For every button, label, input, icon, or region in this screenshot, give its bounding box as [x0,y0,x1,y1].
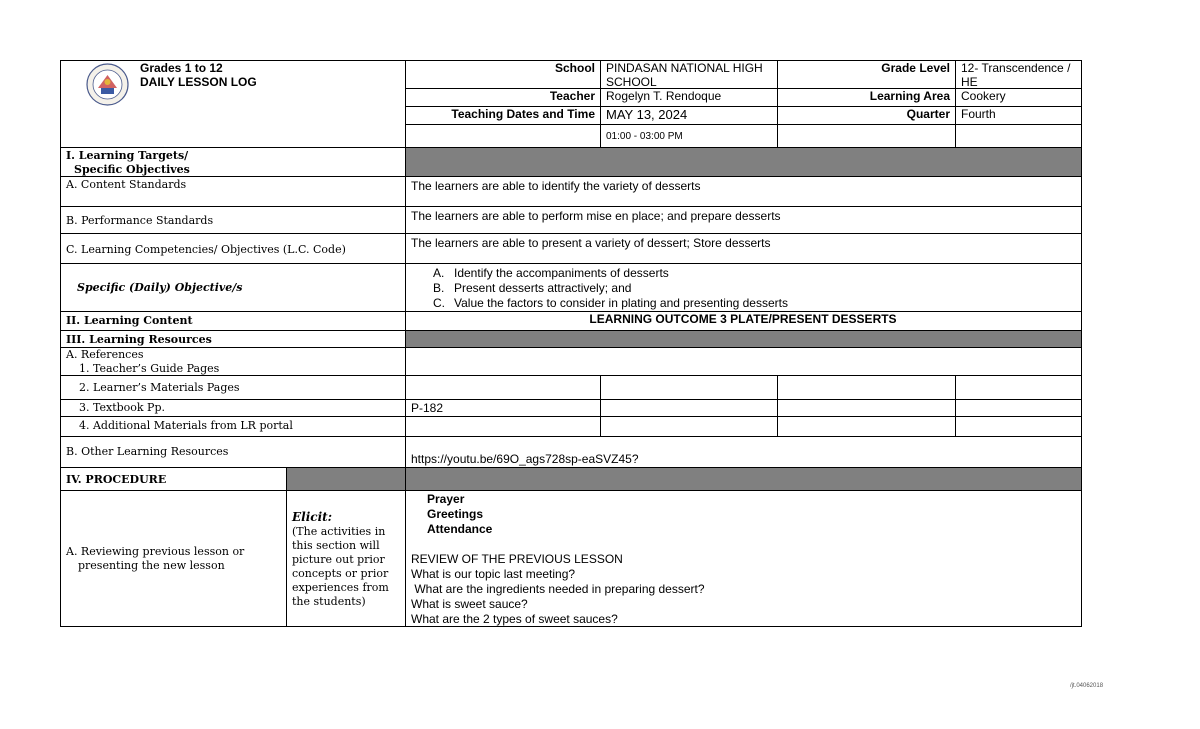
grid-line [60,436,1082,437]
other-resources-link[interactable]: https://youtu.be/69O_ags728sp-eaSVZ45? [411,452,639,466]
elicit-line: experiences from [292,581,389,594]
school-label: School [554,61,595,75]
dates-value: MAY 13, 2024 [606,107,688,122]
grid-line [60,233,1082,234]
grid-line [405,60,406,627]
reviewing-label: A. Reviewing previous lesson or [66,545,245,558]
grid-line [60,490,1082,491]
school-value: PINDASAN NATIONAL HIGH SCHOOL [606,61,763,89]
performance-standards-value: The learners are able to perform mise en place; and prepare desserts [411,209,781,223]
objective-letter: B. [433,281,445,295]
grade-level-label: Grade Level [881,61,950,75]
dates-label: Teaching Dates and Time [451,107,595,121]
deped-seal-logo [86,63,129,106]
tg-pages-label: 1. Teacher’s Guide Pages [79,362,220,375]
review-line: What is our topic last meeting? [411,567,576,581]
reviewing-label: presenting the new lesson [78,559,225,572]
grade-level-value: 12- Transcendence / HE [961,61,1071,89]
elicit-line: this section will [292,539,380,552]
grid-line [405,124,1082,125]
learning-resources-label: III. Learning Resources [66,333,212,346]
procedure-label: IV. PROCEDURE [66,473,167,486]
grid-line [600,375,601,436]
grid-line [955,60,956,148]
log-title: DAILY LESSON LOG [140,75,257,89]
grid-line [60,399,1082,400]
footer-code: /jt.04062018 [1070,683,1104,689]
review-line: What is sweet sauce? [411,597,528,611]
review-line: REVIEW OF THE PREVIOUS LESSON [411,552,623,566]
references-label: A. References [66,348,144,361]
daily-objectives-label: Specific (Daily) Objective/s [77,281,243,294]
textbook-value: P-182 [411,401,444,415]
other-resources-label: B. Other Learning Resources [66,445,229,458]
specific-objectives-heading: Specific Objectives [74,163,190,176]
teacher-label: Teacher [549,89,595,103]
grid-line [60,347,1082,348]
competencies-label: C. Learning Competencies/ Objectives (L.C. Code) [66,243,346,256]
quarter-label: Quarter [906,107,950,121]
content-standards-value: The learners are able to identify the variety of desserts [411,179,701,193]
opening-item: Prayer [427,492,465,506]
learning-area-label: Learning Area [869,89,950,103]
quarter-value: Fourth [961,107,996,121]
additional-materials-label: 4. Additional Materials from LR portal [79,419,293,432]
learning-area-value: Cookery [961,89,1006,103]
grid-line [60,263,1082,264]
elicit-line: concepts or prior [292,567,389,580]
grid-line [955,375,956,436]
grid-line [60,467,1082,468]
objective-letter: A. [433,266,445,280]
performance-standards-label: B. Performance Standards [66,214,214,227]
section-bar-learning-resources [405,331,1081,347]
learning-targets-heading: I. Learning Targets/ [66,149,189,162]
elicit-title: Elicit: [292,510,333,524]
grid-line [60,147,1082,148]
teacher-value: Rogelyn T. Rendoque [606,89,722,103]
learning-content-label: II. Learning Content [66,314,193,327]
review-line: What are the ingredients needed in preparing dessert? [411,582,705,596]
elicit-line: picture out prior [292,553,385,566]
grid-line [286,467,287,627]
section-bar-learning-targets [405,148,1081,176]
grid-line [60,206,1082,207]
review-line: What are the 2 types of sweet sauces? [411,612,618,626]
time-value: 01:00 - 03:00 PM [606,131,683,142]
opening-item: Greetings [427,507,484,521]
grid-line [60,330,1082,331]
textbook-label: 3. Textbook Pp. [79,401,165,414]
objective-text: Identify the accompaniments of desserts [454,266,669,280]
competencies-value: The learners are able to present a variety of dessert; Store desserts [411,236,771,250]
section-bar-procedure-middle [286,467,405,490]
objective-letter: C. [433,296,445,310]
lm-pages-label: 2. Learner’s Materials Pages [79,381,240,394]
grid-line [777,375,778,436]
section-bar-procedure-right [405,467,1081,490]
grid-line [60,416,1082,417]
elicit-line: the students) [292,595,366,608]
learning-content-value: LEARNING OUTCOME 3 PLATE/PRESENT DESSERTS [589,312,897,326]
elicit-line: (The activities in [292,525,386,538]
content-standards-label: A. Content Standards [66,178,187,191]
opening-item: Attendance [427,522,493,536]
objective-text: Value the factors to consider in plating and presenting desserts [454,296,788,310]
grades-heading: Grades 1 to 12 [140,61,223,75]
grid-line [60,176,1082,177]
objective-text: Present desserts attractively; and [454,281,632,295]
grid-line [600,60,601,148]
